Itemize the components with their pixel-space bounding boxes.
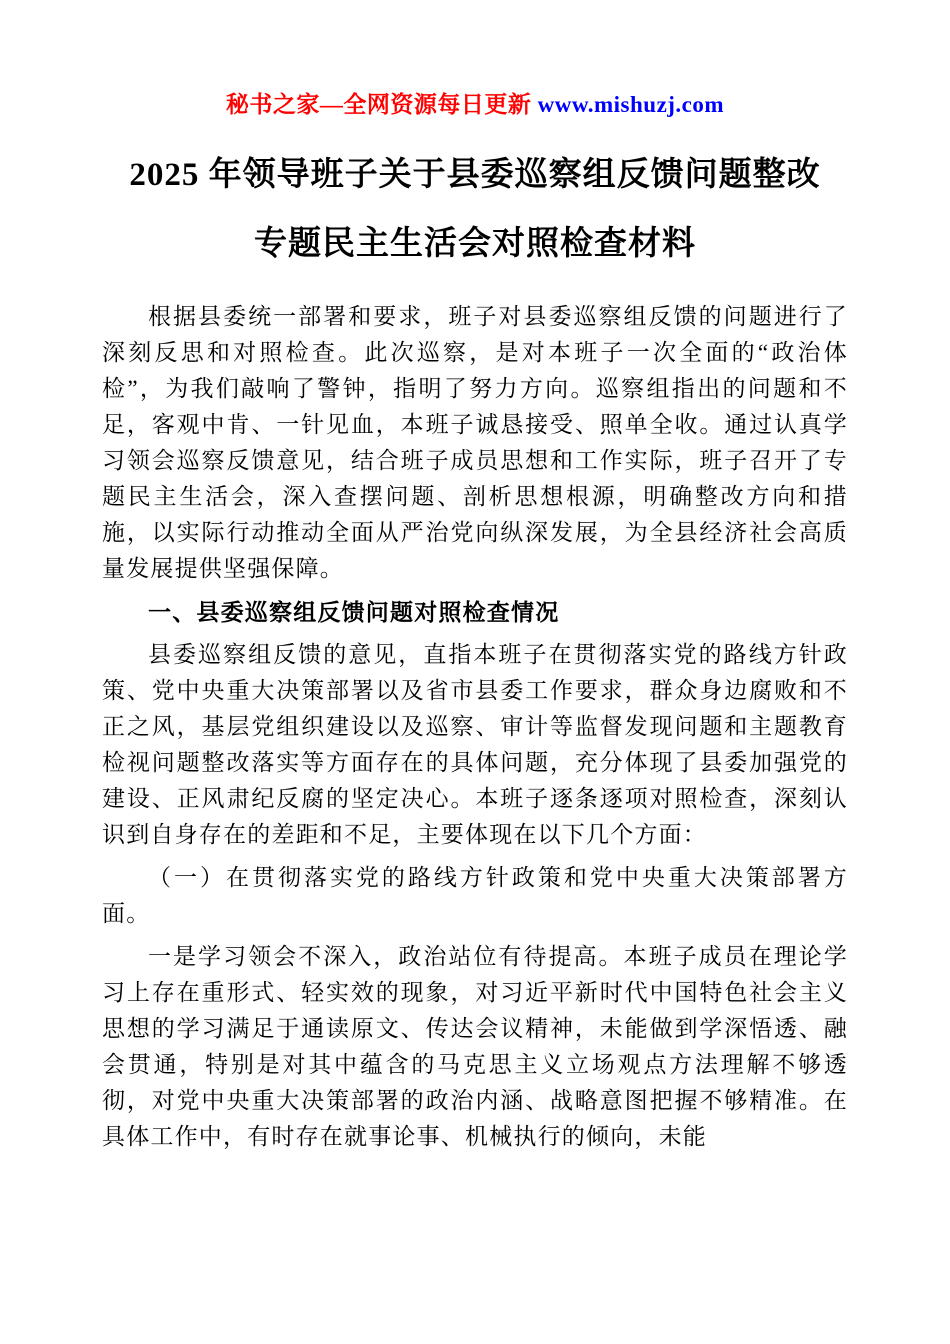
site-name: 秘书之家 [225, 92, 320, 117]
document-title-line-2: 专题民主生活会对照检查材料 [254, 226, 696, 262]
site-tagline: —全网资源每日更新 [319, 92, 538, 117]
site-header [102, 86, 848, 119]
paragraph-subsection-1-title: （一）在贯彻落实党的路线方针政策和党中央重大决策部署方面。 [102, 865, 848, 926]
document-title [102, 141, 848, 279]
paragraph-feedback-overview: 县委巡察组反馈的意见，直指本班子在贯彻落实党的路线方针政策、党中央重大决策部署以及省市县委工作要求，群众身边腐败和不正之风，基层党组织建设以及巡察、审计等监督发现问题和主题教育检视问题整改落实等方面存在的具体问题，充分体现了县委加强党的建设、正风肃纪反腐的坚定决心。本班子逐条逐项对照检查，深刻认识到自身存在的差距和不足，主要体现在以下几个方面： [102, 642, 848, 847]
paragraph-intro: 根据县委统一部署和要求，班子对县委巡察组反馈的问题进行了深刻反思和对照检查。此次巡察，是对本班子一次全面的“政治体检”，为我们敲响了警钟，指明了努力方向。巡察组指出的问题和不足，客观中肯、一针见血，本班子诚恳接受、照单全收。通过认真学习领会巡察反馈意见，结合班子成员思想和工作实际，班子召开了专题民主生活会，深入查摆问题、剖析思想根源，明确整改方向和措施，以实际行动推动全面从严治党向纵深发展，为全县经济社会高质量发展提供坚强保障。 [102, 304, 848, 581]
section-heading-1: 一、县委巡察组反馈问题对照检查情况 [148, 599, 560, 625]
paragraph-issue-1: 一是学习领会不深入，政治站位有待提高。本班子成员在理论学习上存在重形式、轻实效的现象，对习近平新时代中国特色社会主义思想的学习满足于通读原文、传达会议精神，未能做到学深悟透、融会贯通，特别是对其中蕴含的马克思主义立场观点方法理解不够透彻，对党中央重大决策部署的政治内涵、战略意图把握不够精准。在具体工作中，有时存在就事论事、机械执行的倾向，未能 [102, 944, 848, 1149]
document-title-line-1: 2025 年领导班子关于县委巡察组反馈问题整改 [129, 157, 821, 193]
site-url-link[interactable]: www.mishuzj.com [537, 92, 725, 117]
